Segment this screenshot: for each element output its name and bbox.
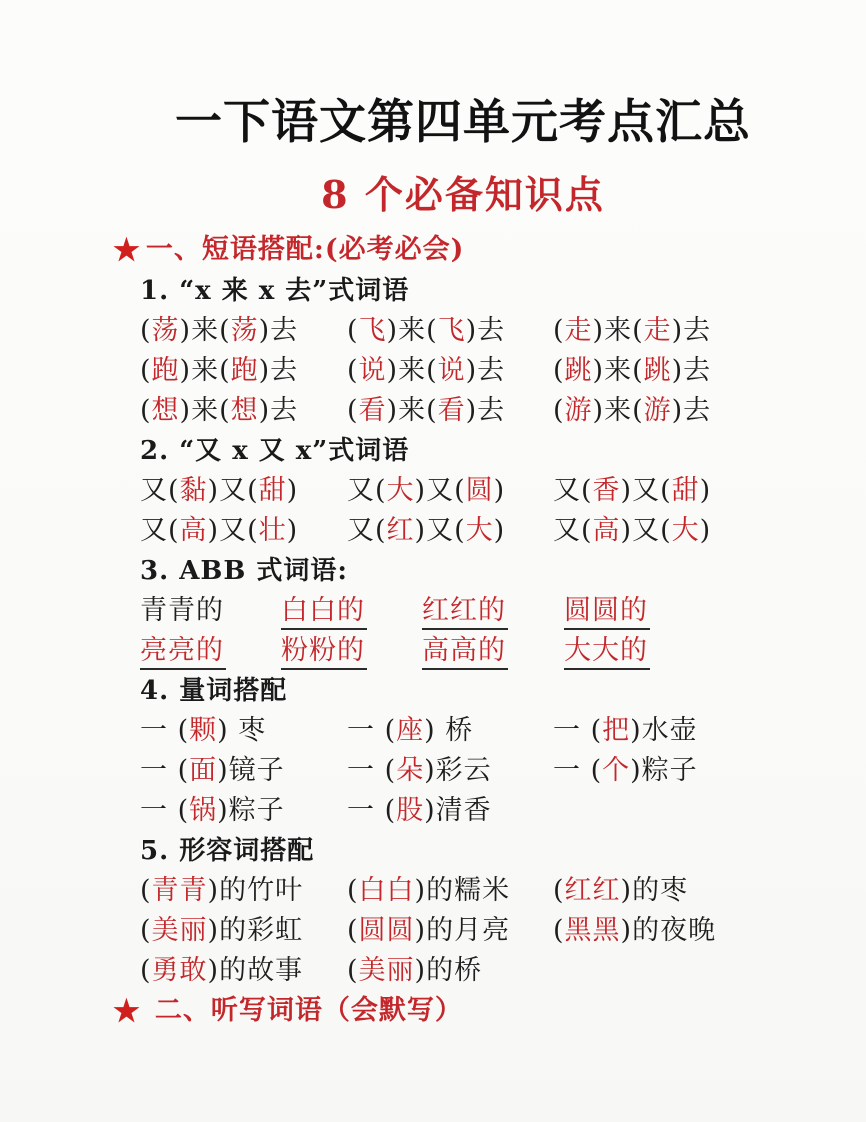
- star-icon: ★: [113, 993, 141, 1029]
- phrase-segment: 一 (: [347, 714, 397, 746]
- phrase-segment: 黑黑: [564, 914, 621, 946]
- phrase-segment: 大: [386, 474, 415, 506]
- section-heading-dictation: [113, 991, 806, 1032]
- phrase-segment: 跑: [151, 354, 180, 386]
- phrase-item: [553, 911, 806, 951]
- phrase-item: [140, 631, 281, 671]
- phrase-segment: 红: [386, 514, 415, 546]
- phrase-segment: 一 (: [347, 754, 397, 786]
- phrase-segment: )的彩虹: [207, 914, 304, 946]
- subsection-heading: 3. ABB 式词语:: [140, 555, 348, 586]
- phrase-segment: 把: [602, 714, 631, 746]
- phrase-segment: )的夜晚: [620, 914, 717, 946]
- phrase-segment: 游: [643, 394, 672, 426]
- phrase-segment: 一 (: [553, 754, 603, 786]
- phrase-row: [140, 511, 806, 551]
- phrase-segment: )来(: [179, 354, 231, 386]
- phrase-segment: )来(: [592, 394, 644, 426]
- phrase-segment: 又(: [140, 474, 180, 506]
- phrase-segment: 看: [437, 394, 466, 426]
- phrase-item: [347, 751, 553, 791]
- phrase-segment: 又(: [347, 514, 387, 546]
- phrase-item: [140, 471, 347, 511]
- phrase-item: [347, 911, 553, 951]
- phrase-item: [347, 511, 553, 551]
- phrase-segment: 高高的: [422, 635, 508, 670]
- phrase-segment: 勇敢: [151, 954, 208, 986]
- phrase-row: [140, 311, 806, 351]
- page-subtitle: 8 个必备知识点: [321, 172, 605, 218]
- phrase-row: [140, 911, 806, 951]
- phrase-segment: ) 桥: [424, 714, 474, 746]
- phrase-segment: 飞: [358, 314, 387, 346]
- phrase-segment: 又(: [553, 514, 593, 546]
- subsection-heading: 1. “x 来 x 去”式词语: [140, 275, 410, 306]
- phrase-segment: 圆圆的: [564, 595, 650, 630]
- phrase-segment: )来(: [386, 354, 438, 386]
- phrase-segment: (: [347, 954, 359, 986]
- phrase-segment: 高: [179, 514, 208, 546]
- phrase-segment: 荡: [230, 314, 259, 346]
- phrase-segment: 想: [230, 394, 259, 426]
- star-icon: ★: [113, 232, 141, 268]
- phrase-segment: ): [493, 474, 506, 506]
- phrase-segment: 香: [592, 474, 621, 506]
- phrase-segment: (: [140, 954, 152, 986]
- phrase-row: [140, 391, 806, 431]
- phrase-segment: )去: [258, 314, 299, 346]
- phrase-segment: )去: [258, 354, 299, 386]
- phrase-segment: 亮亮的: [140, 635, 226, 670]
- phrase-segment: )去: [465, 394, 506, 426]
- phrase-segment: 大: [465, 514, 494, 546]
- phrase-item: [553, 391, 806, 431]
- page-title: 一下语文第四单元考点汇总: [175, 95, 751, 150]
- phrase-item: [422, 631, 564, 671]
- phrase-segment: 青青: [151, 874, 208, 906]
- phrase-item: [140, 951, 347, 991]
- phrase-segment: 粉粉的: [281, 635, 367, 670]
- subsection-heading: 5. 形容词搭配: [140, 835, 315, 866]
- phrase-segment: 青青的: [140, 594, 224, 626]
- phrase-segment: (: [140, 394, 152, 426]
- phrase-item: [422, 591, 564, 631]
- phrase-segment: 黏: [179, 474, 208, 506]
- phrase-segment: ): [699, 474, 712, 506]
- subsection-heading: 2. “又 x 又 x”式词语: [140, 435, 410, 466]
- phrase-segment: )又(: [207, 514, 259, 546]
- phrase-segment: 白白: [358, 874, 415, 906]
- phrase-segment: 白白的: [281, 595, 367, 630]
- phrase-item: [553, 471, 806, 511]
- phrase-segment: 面: [189, 754, 218, 786]
- phrase-segment: (: [553, 394, 565, 426]
- phrase-segment: (: [553, 914, 565, 946]
- phrase-segment: )去: [465, 354, 506, 386]
- phrase-row: [140, 591, 806, 631]
- subsection-heading: 4. 量词搭配: [140, 675, 288, 706]
- phrase-row: [140, 751, 806, 791]
- phrase-item: [281, 591, 422, 631]
- phrase-item: [553, 351, 806, 391]
- phrase-item: [140, 311, 347, 351]
- phrase-segment: 荡: [151, 314, 180, 346]
- phrase-segment: ): [286, 474, 299, 506]
- phrase-segment: )来(: [386, 314, 438, 346]
- phrase-item: [140, 871, 347, 911]
- phrase-segment: 跳: [564, 354, 593, 386]
- phrase-item: [140, 391, 347, 431]
- phrase-item: [140, 791, 347, 831]
- phrase-segment: (: [347, 914, 359, 946]
- phrase-segment: ): [493, 514, 506, 546]
- phrase-item: [553, 311, 806, 351]
- phrase-segment: 飞: [437, 314, 466, 346]
- section-heading-phrases: [113, 230, 806, 271]
- phrase-segment: 又(: [553, 474, 593, 506]
- phrase-segment: (: [347, 314, 359, 346]
- phrase-segment: )又(: [620, 514, 672, 546]
- phrase-segment: 想: [151, 394, 180, 426]
- phrase-segment: 说: [437, 354, 466, 386]
- phrase-segment: 朵: [396, 754, 425, 786]
- phrase-segment: 又(: [140, 514, 180, 546]
- phrase-item: [347, 391, 553, 431]
- phrase-segment: )清香: [424, 794, 492, 826]
- phrase-item: [347, 311, 553, 351]
- phrase-segment: ) 枣: [217, 714, 267, 746]
- phrase-segment: 锅: [189, 794, 218, 826]
- phrase-segment: 一 (: [347, 794, 397, 826]
- phrase-segment: )去: [258, 394, 299, 426]
- phrase-item: [140, 511, 347, 551]
- phrase-segment: (: [140, 914, 152, 946]
- phrase-item: [553, 871, 806, 911]
- phrase-segment: )镜子: [217, 754, 285, 786]
- phrase-segment: )的枣: [620, 874, 689, 906]
- phrase-item: [347, 471, 553, 511]
- phrase-segment: )又(: [620, 474, 672, 506]
- phrase-segment: (: [553, 354, 565, 386]
- phrase-segment: 跑: [230, 354, 259, 386]
- phrase-segment: )去: [671, 314, 712, 346]
- phrase-segment: )又(: [414, 474, 466, 506]
- phrase-segment: 一 (: [140, 794, 190, 826]
- phrase-segment: )又(: [207, 474, 259, 506]
- phrase-segment: 说: [358, 354, 387, 386]
- phrase-segment: 走: [643, 314, 672, 346]
- phrase-item: [347, 791, 553, 831]
- phrase-segment: 红红的: [422, 595, 508, 630]
- phrase-segment: )去: [671, 354, 712, 386]
- phrase-segment: 圆: [465, 474, 494, 506]
- phrase-item: [140, 751, 347, 791]
- phrase-row: [140, 631, 806, 671]
- phrase-item: [347, 951, 553, 991]
- phrase-segment: 红红: [564, 874, 621, 906]
- phrase-segment: (: [347, 874, 359, 906]
- phrase-item: [564, 591, 806, 631]
- phrase-segment: 跳: [643, 354, 672, 386]
- phrase-segment: )彩云: [424, 754, 492, 786]
- phrase-segment: )又(: [414, 514, 466, 546]
- phrase-item: [140, 711, 347, 751]
- phrase-segment: )来(: [179, 394, 231, 426]
- phrase-segment: 美丽: [151, 914, 208, 946]
- phrase-row: [140, 711, 806, 751]
- phrase-segment: 壮: [258, 514, 287, 546]
- phrase-segment: 大: [671, 514, 700, 546]
- phrase-segment: ): [286, 514, 299, 546]
- phrase-segment: 又(: [347, 474, 387, 506]
- phrase-segment: 甜: [671, 474, 700, 506]
- phrase-item: [347, 711, 553, 751]
- phrase-segment: 座: [396, 714, 425, 746]
- phrase-segment: )来(: [179, 314, 231, 346]
- phrase-segment: 圆圆: [358, 914, 415, 946]
- phrase-segment: (: [140, 314, 152, 346]
- phrase-segment: ): [699, 514, 712, 546]
- phrase-item: [140, 911, 347, 951]
- section-heading-label: 二、听写词语（会默写）: [154, 994, 463, 1026]
- phrase-segment: )粽子: [217, 794, 285, 826]
- phrase-row: [140, 871, 806, 911]
- subsections: [140, 271, 806, 991]
- phrase-segment: (: [347, 354, 359, 386]
- phrase-segment: 看: [358, 394, 387, 426]
- phrase-item: [347, 351, 553, 391]
- phrase-segment: )来(: [386, 394, 438, 426]
- phrase-segment: )水壶: [630, 714, 698, 746]
- phrase-segment: (: [553, 874, 565, 906]
- phrase-segment: (: [347, 394, 359, 426]
- phrase-segment: 一 (: [553, 714, 603, 746]
- phrase-segment: (: [140, 354, 152, 386]
- phrase-segment: )去: [671, 394, 712, 426]
- phrase-segment: 高: [592, 514, 621, 546]
- phrase-segment: 颗: [189, 714, 218, 746]
- phrase-segment: )的月亮: [414, 914, 511, 946]
- section-heading-label: 一、短语搭配:(必考必会): [145, 233, 465, 265]
- phrase-item: [553, 751, 806, 791]
- phrase-segment: )来(: [592, 314, 644, 346]
- phrase-item: [553, 511, 806, 551]
- phrase-row: [140, 471, 806, 511]
- phrase-segment: )的糯米: [414, 874, 511, 906]
- phrase-segment: 一 (: [140, 754, 190, 786]
- phrase-segment: 甜: [258, 474, 287, 506]
- phrase-item: [140, 591, 281, 631]
- phrase-item: [140, 351, 347, 391]
- phrase-segment: )的桥: [414, 954, 483, 986]
- phrase-segment: 股: [396, 794, 425, 826]
- phrase-segment: )的故事: [207, 954, 304, 986]
- phrase-segment: )的竹叶: [207, 874, 304, 906]
- phrase-row: [140, 791, 806, 831]
- phrase-segment: 美丽: [358, 954, 415, 986]
- phrase-segment: 个: [602, 754, 631, 786]
- phrase-item: [347, 871, 553, 911]
- phrase-segment: (: [553, 314, 565, 346]
- phrase-segment: 一 (: [140, 714, 190, 746]
- phrase-row: [140, 951, 806, 991]
- phrase-segment: 大大的: [564, 635, 650, 670]
- phrase-segment: )去: [465, 314, 506, 346]
- phrase-segment: )粽子: [630, 754, 698, 786]
- phrase-segment: (: [140, 874, 152, 906]
- phrase-segment: 走: [564, 314, 593, 346]
- phrase-row: [140, 351, 806, 391]
- phrase-segment: )来(: [592, 354, 644, 386]
- phrase-item: [281, 631, 422, 671]
- phrase-item: [553, 711, 806, 751]
- phrase-segment: 游: [564, 394, 593, 426]
- phrase-item: [564, 631, 806, 671]
